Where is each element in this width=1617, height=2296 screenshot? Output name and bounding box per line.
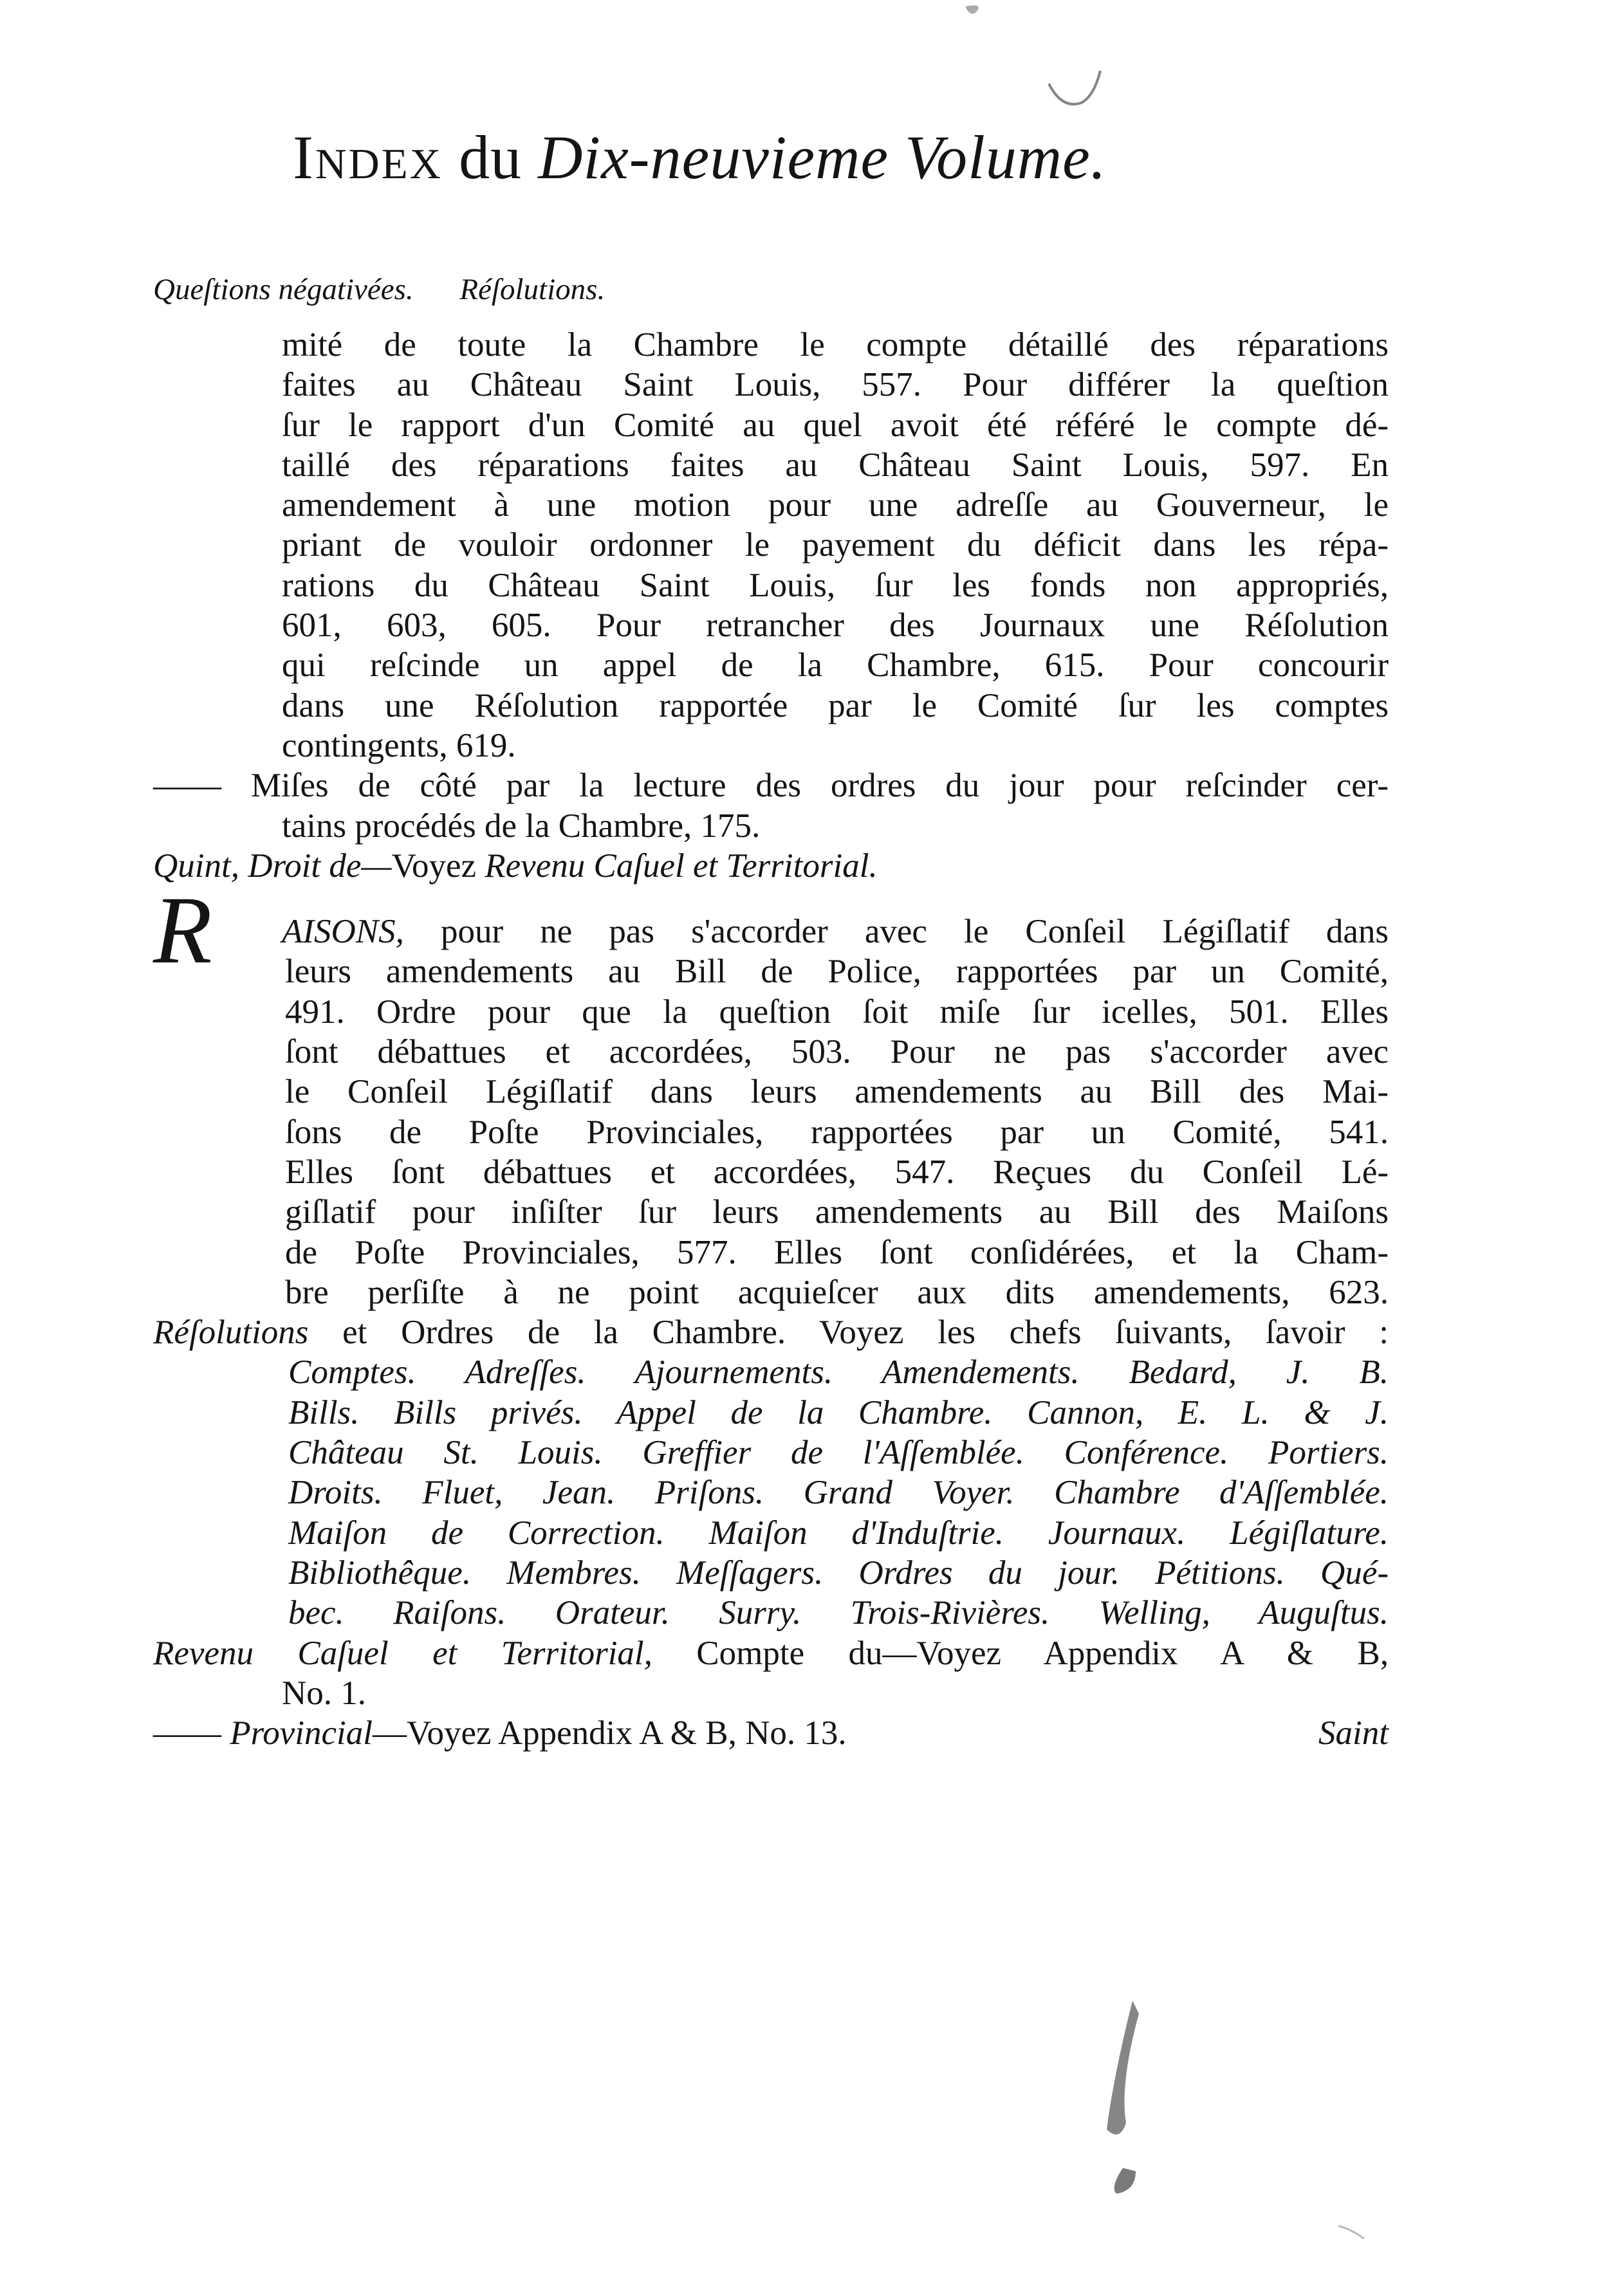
ink-speck (1049, 71, 1100, 104)
entry-heading: Quint, Droit de— (153, 847, 392, 885)
index-line: de Poſte Provinciales, 577. Elles ſont conſidérées, et la Cham- (285, 1233, 1389, 1271)
index-line: bre perſiſte à ne point acquieſcer aux dits amendements, 623. (285, 1273, 1389, 1311)
index-line: tains procédés de la Chambre, 175. (282, 807, 761, 845)
index-line: contingents, 619. (282, 726, 516, 764)
index-entry-provincial (153, 1713, 1389, 1753)
catchword: Saint (1318, 1714, 1389, 1752)
index-line: Bills. Bills privés. Appel de la Chambre. Cannon, E. L. & J. (288, 1393, 1389, 1431)
running-head (153, 270, 605, 309)
running-head-right: Réſolutions. (459, 273, 605, 306)
ink-speck (1114, 2168, 1136, 2194)
index-line: ſons de Poſte Provinciales, rapportées par un Comité, 541. (285, 1113, 1389, 1151)
index-line: 491. Ordre pour que la queſtion ſoit miſe ſur icelles, 501. Elles (285, 993, 1389, 1031)
ink-speck (1338, 2226, 1364, 2239)
index-line: ſur le rapport d'un Comité au quel avoit été référé le compte dé- (282, 406, 1389, 444)
index-line: dans une Réſolution rapportée par le Comité ſur les comptes (282, 686, 1389, 724)
index-line: Château St. Louis. Greffier de l'Aſſemblée. Conférence. Portiers. (288, 1434, 1389, 1472)
entry-dash: —— (153, 1714, 230, 1752)
index-line: priant de vouloir ordonner le payement du déficit dans les répa- (282, 526, 1389, 564)
index-entry-quint (153, 846, 1389, 886)
index-line: 601, 603, 605. Pour retrancher des Journaux une Réſolution (282, 607, 1389, 645)
entry-text: —Voyez Appendix A & B, No. 13. (373, 1714, 847, 1752)
running-head-left: Queſtions négativées. (153, 273, 414, 306)
title-index: Index (293, 123, 443, 192)
index-line: rations du Château Saint Louis, ſur les fonds non appropriés, (282, 566, 1389, 604)
entry-text: et Ordres de la Chambre. Voyez les chefs ſuivants, ſavoir : (308, 1314, 1389, 1352)
index-line: Elles ſont débattues et accordées, 547. Reçues du Conſeil Lé- (285, 1153, 1389, 1191)
drop-cap: R (153, 877, 212, 984)
index-line: amendement à une motion pour une adreſſe au Gouverneur, le (282, 486, 1389, 524)
index-line: giſlatif pour inſiſter ſur leurs amendements au Bill des Maiſons (285, 1193, 1389, 1231)
title-du: du (459, 123, 522, 192)
entry-heading: Réſolutions (153, 1314, 309, 1352)
index-entry-revenu (153, 1633, 1389, 1673)
entry-reference: Revenu Caſuel et Territorial. (485, 847, 878, 885)
index-line: taillé des réparations faites au Château Saint Louis, 597. En (282, 446, 1389, 484)
ink-speck (965, 5, 979, 14)
index-line: No. 1. (282, 1674, 367, 1712)
entry-see: Voyez (391, 847, 485, 885)
entry-heading: Provincial (230, 1714, 373, 1752)
index-body (153, 325, 1389, 1753)
title-volume: Dix-neuvieme Volume. (538, 123, 1107, 192)
index-line: Comptes. Adreſſes. Ajournements. Amendements. Bedard, J. B. (288, 1354, 1389, 1391)
page-title (293, 119, 1322, 196)
index-line: Droits. Fluet, Jean. Priſons. Grand Voyer. Chambre d'Aſſemblée. (288, 1474, 1389, 1512)
index-line: Bibliothêque. Membres. Meſſagers. Ordres du jour. Pétitions. Qué- (288, 1554, 1389, 1592)
index-line: Maiſon de Correction. Maiſon d'Induſtrie. Journaux. Légiſlature. (288, 1514, 1389, 1552)
index-line: bec. Raiſons. Orateur. Surry. Trois-Rivières. Welling, Auguſtus. (288, 1594, 1389, 1632)
ink-speck (1107, 2001, 1139, 2135)
index-line: le Conſeil Légiſlatif dans leurs amendements au Bill des Mai- (285, 1073, 1389, 1111)
index-line: mité de toute la Chambre le compte détaillé des réparations (282, 326, 1389, 363)
entry-text: Compte du—Voyez Appendix A & B, (652, 1634, 1389, 1672)
entry-heading: Revenu Caſuel et Territorial, (153, 1634, 652, 1672)
entry-text: pour ne pas s'accorder avec le Conſeil Légiſlatif dans (403, 913, 1389, 951)
index-line: —— Miſes de côté par la lecture des ordres du jour pour reſcinder cer- (153, 767, 1389, 805)
index-entry-resolutions (153, 1312, 1389, 1352)
entry-heading: AISONS, (282, 913, 404, 951)
section-gap (153, 886, 1389, 912)
index-line: qui reſcinde un appel de la Chambre, 615. Pour concourir (282, 647, 1389, 684)
index-line: ſont débattues et accordées, 503. Pour ne pas s'accorder avec (285, 1033, 1389, 1071)
index-line: leurs amendements au Bill de Police, rapportées par un Comité, (285, 953, 1389, 991)
index-line: faites au Château Saint Louis, 557. Pour différer la queſtion (282, 366, 1389, 404)
